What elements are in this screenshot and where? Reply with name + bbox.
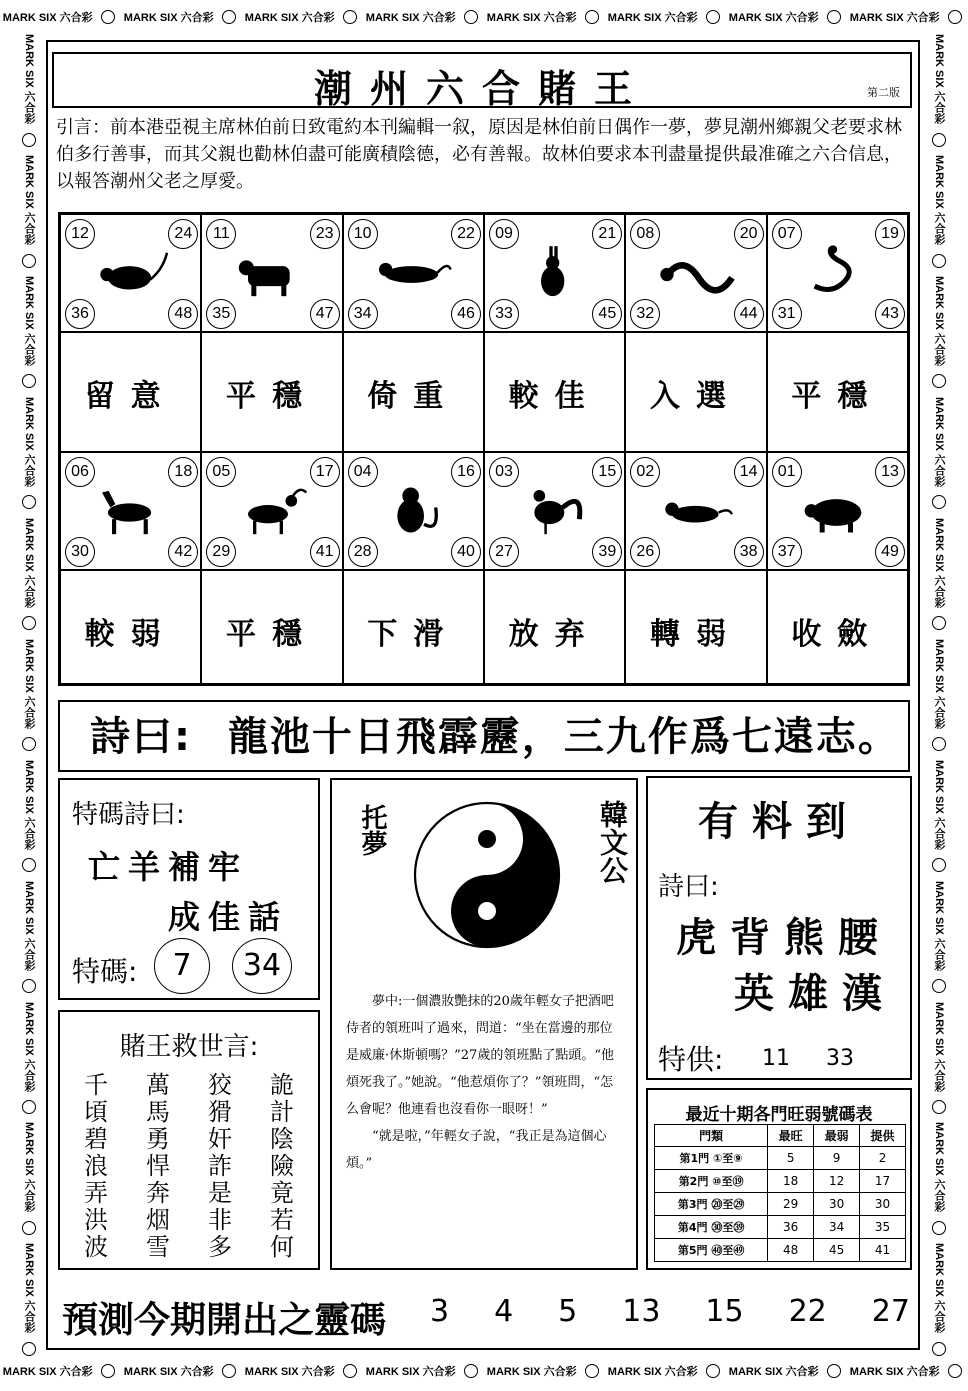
brand-mark: MARK SIX 六合彩 <box>23 1243 35 1334</box>
saying-char: 狡 <box>208 1071 232 1099</box>
stats-cell: 30 <box>860 1193 906 1216</box>
zodiac-number: 39 <box>592 537 622 567</box>
flower-icon <box>932 979 946 993</box>
stats-table-box <box>646 1088 912 1270</box>
flower-icon <box>22 495 36 509</box>
saying-title: 賭王救世言: <box>119 1032 259 1062</box>
insider-poem-label: 詩曰: <box>658 872 719 902</box>
flower-icon <box>932 858 946 872</box>
prediction-number: 15 <box>705 1294 744 1329</box>
flower-icon <box>464 1364 478 1378</box>
stats-cell: 45 <box>814 1239 860 1262</box>
zodiac-status-cell <box>343 570 484 684</box>
zodiac-number: 29 <box>206 537 236 567</box>
flower-icon <box>932 616 946 630</box>
flower-icon <box>932 1221 946 1235</box>
pig-icon <box>798 477 878 543</box>
zodiac-number: 04 <box>348 457 378 487</box>
zodiac-status-cell <box>201 570 342 684</box>
table-row <box>655 1239 906 1262</box>
brand-mark: MARK SIX 六合彩 <box>365 1366 456 1378</box>
zodiac-cell-monkey <box>343 452 484 570</box>
saying-column <box>146 1072 170 1261</box>
saying-char: 是 <box>208 1179 232 1207</box>
zodiac-number: 24 <box>168 219 198 249</box>
saying-char: 詐 <box>208 1152 232 1180</box>
zodiac-number: 11 <box>206 219 236 249</box>
table-row <box>655 1216 906 1239</box>
saying-char: 若 <box>270 1206 294 1234</box>
zodiac-number: 08 <box>630 219 660 249</box>
brand-mark: MARK SIX 六合彩 <box>2 12 93 24</box>
brand-mark: MARK SIX 六合彩 <box>23 1122 35 1213</box>
zodiac-number: 10 <box>348 219 378 249</box>
edition-label: 第二版 <box>867 86 900 99</box>
snake-icon <box>798 239 878 305</box>
stats-cell: 第1門 ①至⑨ <box>655 1147 768 1170</box>
zodiac-status-cell <box>625 332 766 452</box>
zodiac-number: 27 <box>489 537 519 567</box>
author-label-text: 韓文公 <box>596 800 629 884</box>
tiger-icon <box>374 239 454 305</box>
saying-column <box>270 1072 294 1261</box>
brand-mark: MARK SIX 六合彩 <box>933 638 945 729</box>
saying-char: 奔 <box>146 1179 170 1207</box>
saying-column <box>84 1072 108 1261</box>
zodiac-status: 平穩 <box>225 617 318 652</box>
zodiac-number: 03 <box>489 457 519 487</box>
zodiac-number: 06 <box>65 457 95 487</box>
flower-icon <box>932 495 946 509</box>
zodiac-number: 17 <box>310 457 340 487</box>
zodiac-number: 23 <box>310 219 340 249</box>
special-code-2: 34 <box>242 948 282 983</box>
stats-header-cell: 最旺 <box>768 1125 814 1147</box>
zodiac-status-cell <box>60 332 201 452</box>
zodiac-cell-horse <box>60 452 201 570</box>
brand-mark: MARK SIX 六合彩 <box>933 34 945 125</box>
dream-story-box <box>330 778 638 1270</box>
saying-char: 千 <box>84 1071 108 1099</box>
brand-mark: MARK SIX 六合彩 <box>933 276 945 366</box>
brand-mark: MARK SIX 六合彩 <box>123 12 214 24</box>
zodiac-cell-snake <box>767 214 908 332</box>
saying-char: 陰 <box>270 1125 294 1153</box>
special-poem-title: 特碼詩曰: <box>72 800 185 830</box>
brand-mark: MARK SIX 六合彩 <box>933 1243 945 1334</box>
zodiac-number: 02 <box>630 457 660 487</box>
author-label <box>590 800 629 897</box>
stats-cell: 34 <box>814 1216 860 1239</box>
brand-mark: MARK SIX 六合彩 <box>849 12 940 24</box>
table-row <box>655 1147 906 1170</box>
special-code-label: 特碼: <box>72 955 138 988</box>
zodiac-number: 26 <box>630 537 660 567</box>
brand-mark: MARK SIX 六合彩 <box>23 155 35 246</box>
zodiac-number: 32 <box>630 299 660 329</box>
prediction-numbers <box>430 1294 910 1329</box>
zodiac-number: 20 <box>734 219 764 249</box>
brand-mark: MARK SIX 六合彩 <box>123 1366 214 1378</box>
brand-mark: MARK SIX 六合彩 <box>486 1366 577 1378</box>
zodiac-number: 15 <box>592 457 622 487</box>
saying-char: 馬 <box>146 1098 170 1126</box>
brand-mark: MARK SIX 六合彩 <box>607 1366 698 1378</box>
zodiac-status-cell <box>343 332 484 452</box>
saying-char: 悍 <box>146 1152 170 1180</box>
stats-cell: 29 <box>768 1193 814 1216</box>
prediction-number: 4 <box>494 1294 514 1329</box>
flower-icon <box>22 979 36 993</box>
saying-char: 險 <box>270 1152 294 1180</box>
flower-icon <box>22 616 36 630</box>
saying-char: 非 <box>208 1206 232 1234</box>
stats-cell: 第3門 ⑳至㉙ <box>655 1193 768 1216</box>
zodiac-number: 14 <box>734 457 764 487</box>
zodiac-status: 較弱 <box>84 617 177 652</box>
flower-icon <box>464 10 478 24</box>
zodiac-status-cell <box>767 570 908 684</box>
prediction-bar <box>58 1280 910 1350</box>
zodiac-status-cell <box>60 570 201 684</box>
poem-bar: 詩曰: 龍池十日飛霹靂，三九作爲七遠志。 <box>58 700 910 772</box>
saying-char: 勇 <box>146 1125 170 1153</box>
zodiac-number: 12 <box>65 219 95 249</box>
flower-icon <box>827 10 841 24</box>
stats-cell: 第2門 ⑩至⑲ <box>655 1170 768 1193</box>
brand-mark: MARK SIX 六合彩 <box>933 155 945 246</box>
zodiac-number: 28 <box>348 537 378 567</box>
stats-table-title: 最近十期各門旺弱號碼表 <box>685 1105 873 1125</box>
zodiac-number: 16 <box>451 457 481 487</box>
zodiac-cell-rooster <box>484 452 625 570</box>
saying-char: 何 <box>270 1233 294 1261</box>
table-row <box>655 1193 906 1216</box>
page-title: 潮州六合賭王 <box>313 66 650 111</box>
flower-icon <box>101 10 115 24</box>
brand-mark: MARK SIX 六合彩 <box>244 12 335 24</box>
brand-mark: MARK SIX 六合彩 <box>933 1122 945 1213</box>
flower-icon <box>22 1221 36 1235</box>
stats-cell: 17 <box>860 1170 906 1193</box>
flower-icon <box>585 10 599 24</box>
special-poem-line2: 成佳話 <box>168 898 289 936</box>
stats-cell: 9 <box>814 1147 860 1170</box>
saying-char: 頃 <box>84 1098 108 1126</box>
zodiac-status-cell <box>625 570 766 684</box>
zodiac-number: 41 <box>310 537 340 567</box>
zodiac-number: 44 <box>734 299 764 329</box>
flower-icon <box>222 10 236 24</box>
stats-cell: 5 <box>768 1147 814 1170</box>
saying-char: 碧 <box>84 1125 108 1153</box>
dog-icon <box>657 477 737 543</box>
insider-special-label: 特供: <box>658 1043 724 1076</box>
flower-icon <box>932 374 946 388</box>
flower-icon <box>101 1364 115 1378</box>
brand-mark: MARK SIX 六合彩 <box>23 880 35 971</box>
zodiac-cell-rabbit <box>484 214 625 332</box>
poem-text: 龍池十日飛霹靂，三九作爲七遠志。 <box>227 714 900 760</box>
flower-icon <box>948 1364 962 1378</box>
flower-icon <box>932 254 946 268</box>
brand-mark: MARK SIX 六合彩 <box>23 517 35 608</box>
brand-mark: MARK SIX 六合彩 <box>365 12 456 24</box>
prediction-label: 預測今期開出之靈碼 <box>62 1300 387 1341</box>
zodiac-number: 13 <box>875 457 905 487</box>
zodiac-number: 22 <box>451 219 481 249</box>
dream-label-text: 托夢 <box>357 804 387 856</box>
zodiac-number: 31 <box>772 299 802 329</box>
brand-mark: MARK SIX 六合彩 <box>2 1366 93 1378</box>
title-box <box>52 52 912 111</box>
brand-mark: MARK SIX 六合彩 <box>23 1001 35 1092</box>
table-row <box>655 1170 906 1193</box>
story-paragraph: “就是啦，”年輕女子說，“我正是為這個心煩。” <box>346 1129 607 1171</box>
prediction-number: 5 <box>558 1294 578 1329</box>
saying-char: 奸 <box>208 1125 232 1153</box>
flower-icon <box>706 10 720 24</box>
saying-char: 浪 <box>84 1152 108 1180</box>
zodiac-cell-rat <box>60 214 201 332</box>
stats-cell: 第5門 ㊵至㊾ <box>655 1239 768 1262</box>
zodiac-status: 收斂 <box>791 617 884 652</box>
dragon-icon <box>657 239 737 305</box>
zodiac-number: 46 <box>451 299 481 329</box>
flower-icon <box>22 1100 36 1114</box>
insider-special-value-1: 11 <box>762 1046 790 1071</box>
brand-mark: MARK SIX 六合彩 <box>607 12 698 24</box>
stats-table <box>654 1124 906 1262</box>
saying-char: 計 <box>270 1098 294 1126</box>
zodiac-number: 36 <box>65 299 95 329</box>
flower-icon <box>932 737 946 751</box>
flower-icon <box>932 133 946 147</box>
zodiac-cell-dragon <box>625 214 766 332</box>
flower-icon <box>706 1364 720 1378</box>
zodiac-cell-goat <box>201 452 342 570</box>
ox-icon <box>233 239 313 305</box>
zodiac-status: 留意 <box>84 379 177 414</box>
zodiac-grid <box>58 212 910 686</box>
rooster-icon <box>516 477 596 543</box>
saying-char: 洪 <box>84 1206 108 1234</box>
prediction-number: 3 <box>430 1294 450 1329</box>
stats-cell: 12 <box>814 1170 860 1193</box>
saying-columns <box>84 1072 294 1261</box>
zodiac-number: 37 <box>772 537 802 567</box>
prediction-number: 27 <box>871 1294 910 1329</box>
zodiac-status: 下滑 <box>367 617 460 652</box>
special-poem-box <box>58 778 320 1000</box>
zodiac-status: 入選 <box>649 379 742 414</box>
flower-icon <box>585 1364 599 1378</box>
flower-icon <box>932 1342 946 1356</box>
goat-icon <box>233 477 313 543</box>
saying-char: 烟 <box>146 1206 170 1234</box>
zodiac-cell-ox <box>201 214 342 332</box>
zodiac-number: 21 <box>592 219 622 249</box>
bottom-border-strip <box>0 1360 968 1382</box>
saying-char: 萬 <box>146 1071 170 1099</box>
brand-mark: MARK SIX 六合彩 <box>933 517 945 608</box>
brand-mark: MARK SIX 六合彩 <box>849 1366 940 1378</box>
insider-info-box <box>646 776 912 1080</box>
monkey-icon <box>374 477 454 543</box>
flower-icon <box>22 254 36 268</box>
zodiac-number: 48 <box>168 299 198 329</box>
brand-mark: MARK SIX 六合彩 <box>23 396 35 487</box>
rabbit-icon <box>516 239 596 305</box>
stats-cell: 41 <box>860 1239 906 1262</box>
brand-mark: MARK SIX 六合彩 <box>728 12 819 24</box>
rat-icon <box>92 239 172 305</box>
right-border-strip <box>928 30 950 1360</box>
special-code-circle-2 <box>232 938 292 994</box>
special-code-1: 7 <box>172 948 192 983</box>
saying-char: 弄 <box>84 1179 108 1207</box>
brand-mark: MARK SIX 六合彩 <box>933 759 945 850</box>
saying-char: 詭 <box>270 1071 294 1099</box>
stats-cell: 18 <box>768 1170 814 1193</box>
zodiac-number: 34 <box>348 299 378 329</box>
zodiac-number: 42 <box>168 537 198 567</box>
brand-mark: MARK SIX 六合彩 <box>23 276 35 366</box>
dream-story-text <box>346 988 622 1177</box>
zodiac-cell-dog <box>625 452 766 570</box>
zodiac-number: 35 <box>206 299 236 329</box>
flower-icon <box>22 1342 36 1356</box>
insider-special-value-2: 33 <box>826 1046 854 1071</box>
zodiac-status-cell <box>484 570 625 684</box>
insider-banner: 有料到 <box>698 799 860 845</box>
flower-icon <box>22 858 36 872</box>
flower-icon <box>22 133 36 147</box>
flower-icon <box>22 737 36 751</box>
saying-char: 多 <box>208 1233 232 1261</box>
zodiac-number: 09 <box>489 219 519 249</box>
stats-cell: 36 <box>768 1216 814 1239</box>
saying-char: 猾 <box>208 1098 232 1126</box>
stats-header-cell: 最弱 <box>814 1125 860 1147</box>
zodiac-number: 33 <box>489 299 519 329</box>
saying-char: 竟 <box>270 1179 294 1207</box>
brand-mark: MARK SIX 六合彩 <box>23 34 35 125</box>
intro-text: 引言：前本港亞視主席林伯前日致電約本刊編輯一叙，原因是林伯前日偶作一夢，夢見潮州鄉親父老要求林伯多行善事，而其父親也勸林伯盡可能廣積陰德，必有善報。故林伯要求本刊盡量提供最准確之六合信息，以報答潮州父老之厚愛。 <box>56 117 902 192</box>
stats-cell: 2 <box>860 1147 906 1170</box>
brand-mark: MARK SIX 六合彩 <box>23 759 35 850</box>
zodiac-number: 07 <box>772 219 802 249</box>
zodiac-number: 38 <box>734 537 764 567</box>
zodiac-status: 平穩 <box>791 379 884 414</box>
zodiac-number: 43 <box>875 299 905 329</box>
flower-icon <box>22 374 36 388</box>
insider-line2: 英雄漢 <box>734 971 896 1017</box>
brand-mark: MARK SIX 六合彩 <box>933 396 945 487</box>
stats-cell: 35 <box>860 1216 906 1239</box>
zodiac-number: 40 <box>451 537 481 567</box>
brand-mark: MARK SIX 六合彩 <box>23 638 35 729</box>
poem-label: 詩曰 <box>90 714 174 760</box>
gambler-saying-box <box>58 1010 320 1270</box>
zodiac-number: 30 <box>65 537 95 567</box>
flower-icon <box>222 1364 236 1378</box>
zodiac-status: 放弃 <box>508 617 601 652</box>
zodiac-status-cell <box>767 332 908 452</box>
stats-cell: 第4門 ㉚至㊴ <box>655 1216 768 1239</box>
saying-char: 波 <box>84 1233 108 1261</box>
brand-mark: MARK SIX 六合彩 <box>728 1366 819 1378</box>
zodiac-number: 05 <box>206 457 236 487</box>
zodiac-number: 19 <box>875 219 905 249</box>
zodiac-number: 01 <box>772 457 802 487</box>
special-poem-line1: 亡羊補牢 <box>88 848 249 886</box>
insider-line1: 虎背熊腰 <box>676 915 892 961</box>
stats-header-cell: 提供 <box>860 1125 906 1147</box>
zodiac-cell-pig <box>767 452 908 570</box>
stats-cell: 30 <box>814 1193 860 1216</box>
stats-cell: 48 <box>768 1239 814 1262</box>
flower-icon <box>343 1364 357 1378</box>
brand-mark: MARK SIX 六合彩 <box>486 12 577 24</box>
zodiac-status: 轉弱 <box>649 617 742 652</box>
horse-icon <box>92 477 172 543</box>
zodiac-status: 較佳 <box>508 379 601 414</box>
zodiac-status-cell <box>484 332 625 452</box>
saying-column <box>208 1072 232 1261</box>
zodiac-number: 45 <box>592 299 622 329</box>
brand-mark: MARK SIX 六合彩 <box>933 1001 945 1092</box>
zodiac-status: 倚重 <box>367 379 460 414</box>
flower-icon <box>827 1364 841 1378</box>
flower-icon <box>932 1100 946 1114</box>
prediction-number: 22 <box>788 1294 827 1329</box>
prediction-number: 13 <box>622 1294 661 1329</box>
saying-char: 雪 <box>146 1233 170 1261</box>
top-border-strip <box>0 6 968 28</box>
yin-yang-icon <box>412 800 562 950</box>
dream-label <box>342 804 387 878</box>
special-code-circle-1 <box>154 938 210 994</box>
zodiac-number: 49 <box>875 537 905 567</box>
flower-icon <box>948 10 962 24</box>
stats-header-cell: 門類 <box>655 1125 768 1147</box>
zodiac-number: 18 <box>168 457 198 487</box>
zodiac-number: 47 <box>310 299 340 329</box>
brand-mark: MARK SIX 六合彩 <box>244 1366 335 1378</box>
zodiac-status-cell <box>201 332 342 452</box>
left-border-strip <box>18 30 40 1360</box>
flower-icon <box>343 10 357 24</box>
story-paragraph: 夢中:一個濃妝艷抹的20歲年輕女子把酒吧侍者的領班叫了過來，問道：“坐在當邊的那位是威廉·休斯頓嗎？”27歲的領班點了點頭。“他煩死我了。”她說。“他惹煩你了？”領班問，“怎么會呢？他連看也沒看你一眼呀！” <box>346 994 614 1117</box>
brand-mark: MARK SIX 六合彩 <box>933 880 945 971</box>
zodiac-cell-tiger <box>343 214 484 332</box>
zodiac-status: 平穩 <box>225 379 318 414</box>
